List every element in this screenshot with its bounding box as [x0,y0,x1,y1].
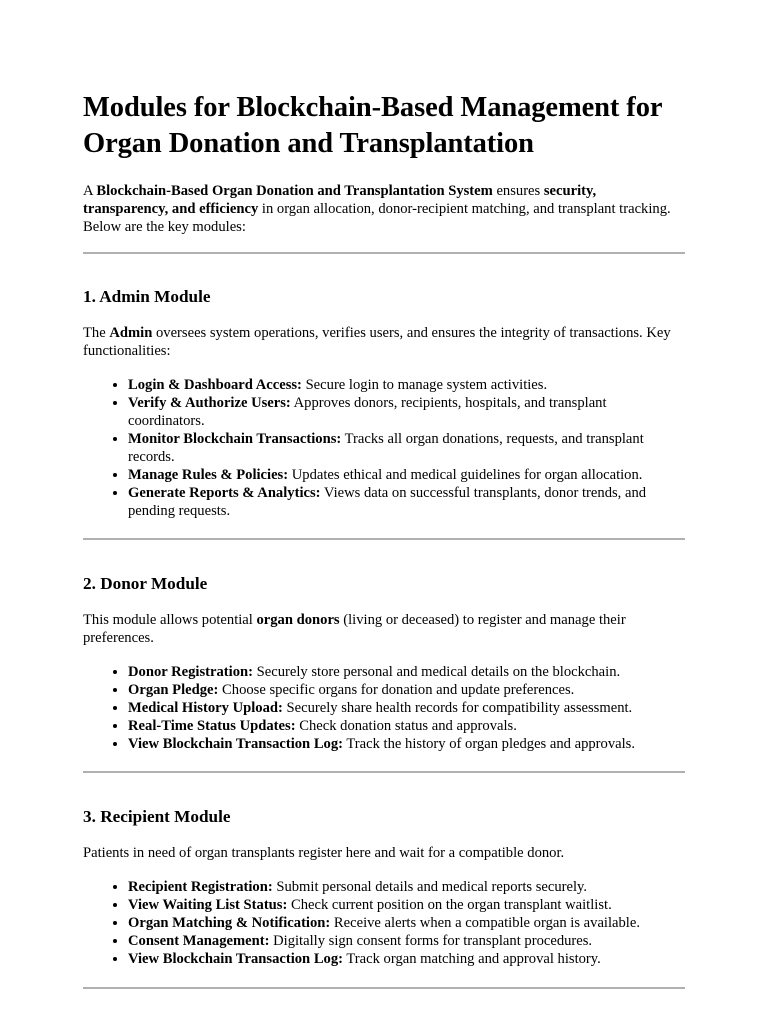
item-label: Organ Matching & Notification: [128,915,331,931]
intro-prefix: A [83,183,97,199]
item-text: Check donation status and approvals. [295,718,517,734]
list-item [128,430,685,466]
item-text: Securely share health records for compatibility assessment. [282,700,633,716]
item-text: Track the history of organ pledges and approvals. [343,736,635,752]
intro-bold-qualities: security, transparency, and efficiency [83,183,597,217]
list-item [128,717,685,735]
desc-suffix: oversees system operations, verifies users, and ensures the integrity of transactions. Key functionalities: [83,325,671,359]
item-text: Approves donors, recipients, hospitals, and transplant coordinators. [128,395,607,429]
list-item [128,896,685,914]
list-item [128,878,685,896]
divider [83,538,685,540]
list-item [128,699,685,717]
desc-suffix: (living or deceased) to register and manage their preferences. [83,612,626,646]
item-label: Verify & Authorize Users: [128,395,291,411]
list-item [128,681,685,699]
item-label: Recipient Registration: [128,879,273,895]
item-label: Generate Reports & Analytics: [128,485,321,501]
section-description-donor [83,611,685,647]
item-text: Check current position on the organ transplant waitlist. [287,897,612,913]
section-heading-admin: 1. Admin Module [83,287,211,306]
list-item [128,914,685,932]
donor-functions-list [83,663,685,753]
list-item [128,932,685,950]
page-title: Modules for Blockchain-Based Management for Organ Donation and Transplantation [83,92,662,159]
desc-bold: organ donors [256,612,340,628]
item-text: Submit personal details and medical reports securely. [272,879,588,895]
item-label: Manage Rules & Policies: [128,467,289,483]
section-description-admin [83,324,685,360]
item-text: Views data on successful transplants, donor trends, and pending requests. [128,485,647,519]
item-text: Choose specific organs for donation and update preferences. [218,682,575,698]
divider [83,252,685,254]
item-label: Real-Time Status Updates: [128,718,296,734]
item-label: View Waiting List Status: [128,897,288,913]
document-page [83,90,685,989]
desc-bold: Admin [109,325,153,341]
list-item [128,376,685,394]
item-label: Monitor Blockchain Transactions: [128,431,342,447]
item-label: Medical History Upload: [128,700,283,716]
intro-paragraph [83,182,685,236]
desc-prefix: This module allows potential [83,612,257,628]
recipient-functions-list [83,878,685,968]
intro-bold-system: Blockchain-Based Organ Donation and Transplantation System [96,183,493,199]
divider [83,771,685,773]
item-text: Tracks all organ donations, requests, and transplant records. [128,431,644,465]
item-label: Donor Registration: [128,664,253,680]
item-text: Securely store personal and medical details on the blockchain. [252,664,621,680]
item-text: Digitally sign consent forms for transplant procedures. [269,933,593,949]
list-item [128,735,685,753]
item-text: Receive alerts when a compatible organ is available. [330,915,640,931]
admin-functions-list [83,376,685,520]
item-text: Secure login to manage system activities. [301,377,548,393]
divider [83,987,685,989]
intro-mid: ensures [492,183,544,199]
list-item [128,663,685,681]
section-heading-recipient: 3. Recipient Module [83,807,231,826]
item-text: Updates ethical and medical guidelines for organ allocation. [288,467,643,483]
desc-prefix: The [83,325,110,341]
list-item [128,950,685,968]
intro-suffix: in organ allocation, donor-recipient matching, and transplant tracking. Below are the key modules: [83,201,671,235]
section-description-recipient: Patients in need of organ transplants register here and wait for a compatible donor. [83,845,565,861]
section-heading-donor: 2. Donor Module [83,574,208,593]
item-label: Login & Dashboard Access: [128,377,302,393]
item-text: Track organ matching and approval history. [343,951,601,967]
item-label: Consent Management: [128,933,270,949]
list-item [128,394,685,430]
item-label: View Blockchain Transaction Log: [128,951,344,967]
list-item [128,484,685,520]
item-label: View Blockchain Transaction Log: [128,736,344,752]
list-item [128,466,685,484]
item-label: Organ Pledge: [128,682,219,698]
